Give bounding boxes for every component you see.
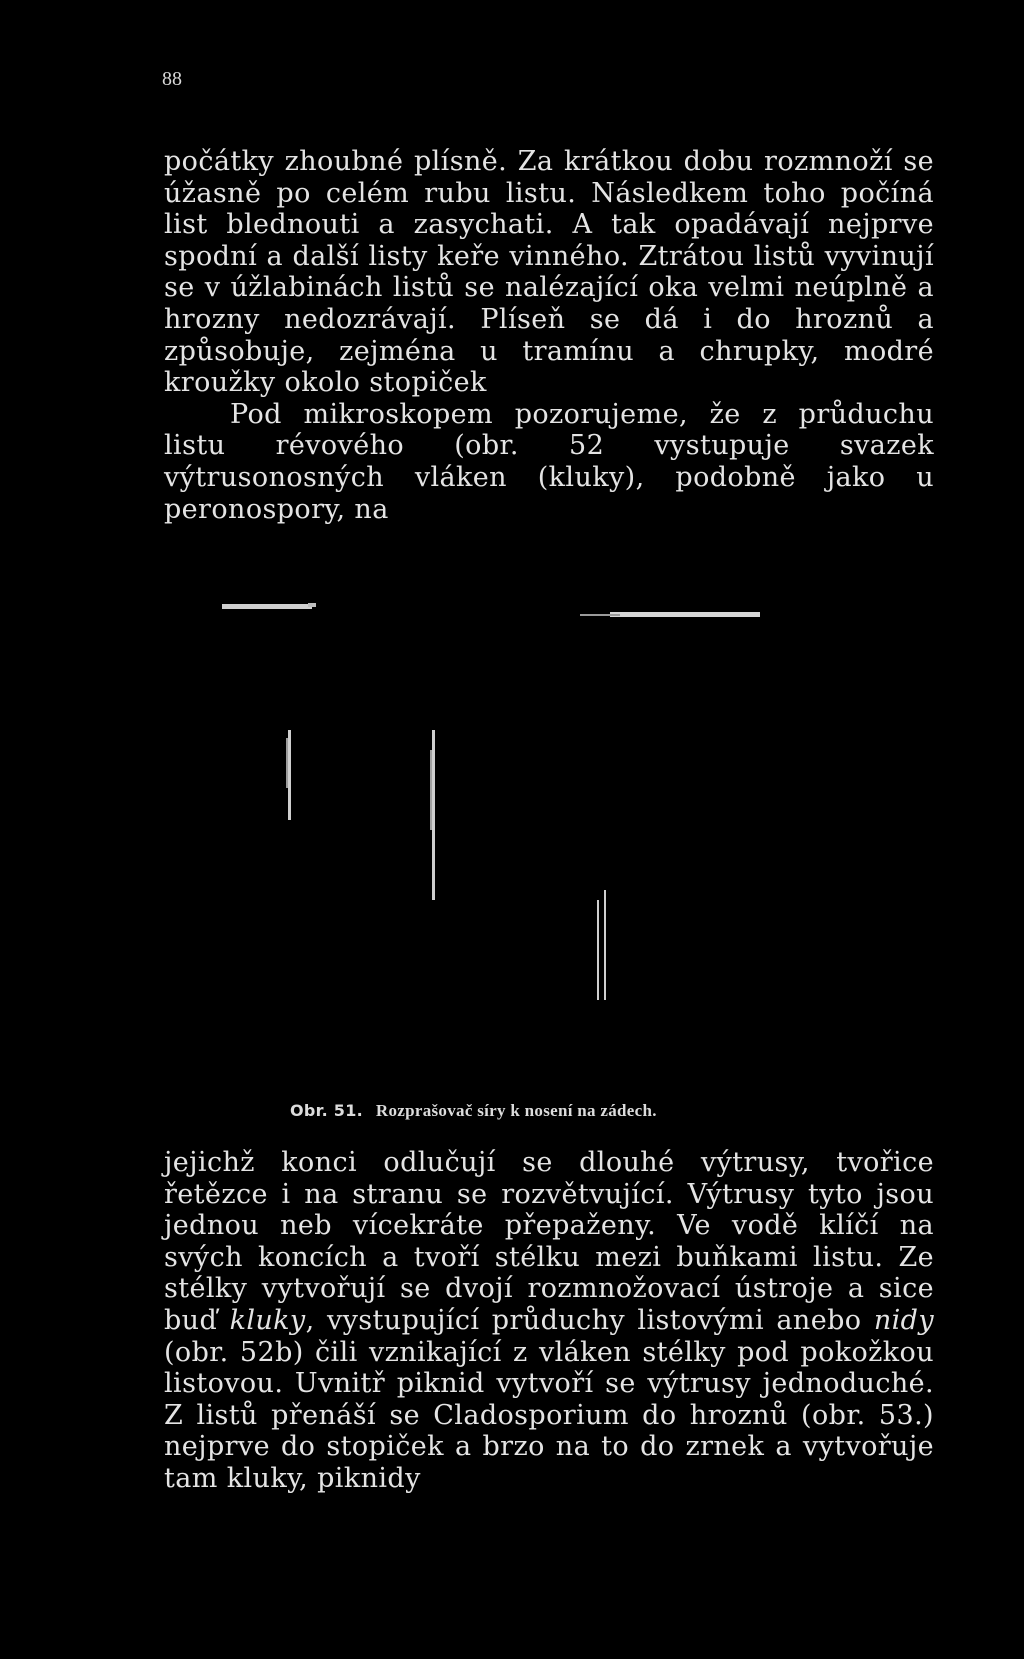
figure-caption-text: Rozprašovač síry k nosení na zádech. — [375, 1101, 657, 1120]
bottom-text-block — [164, 1147, 934, 1495]
page-number: 88 — [162, 68, 182, 90]
paragraph-3 — [164, 1147, 934, 1495]
figure-sprayer-illustration — [160, 590, 940, 1020]
paragraph-2: Pod mikroskopem pozorujeme, že z průduchu listu révového (obr. 52 vystupuje svazek výtrusonosných vláken (kluky), podobně jako u peronospory, na — [164, 398, 934, 525]
paragraph-3-italic-kluky: kluky — [229, 1304, 306, 1336]
figure-mark-top-right-fade — [580, 614, 620, 616]
figure-mark-rod-middle — [432, 730, 435, 900]
figure-mark-rod-bottom-a — [597, 900, 599, 1000]
sprayer-figure-faded — [160, 590, 940, 1020]
figure-mark-rod-middle-shadow — [430, 750, 432, 830]
top-text-block — [164, 146, 934, 525]
paragraph-1: počátky zhoubné plísně. Za krátkou dobu rozmnoží se úžasně po celém rubu listu. Následkem toho počíná list blednouti a zasychati. A tak opadávají nejprve spodní a další listy keře vinného. Ztrátou listů vyvinují se v úžlabinách listů se nalézající oka velmi neúplně a hrozny nedozrávají. Plíseň se dá i do hroznů a způsobuje, zejména u tramínu a chrupky, modré kroužky okolo stopiček — [164, 146, 934, 399]
figure-mark-top-left-end — [308, 603, 316, 607]
figure-caption — [290, 1100, 810, 1121]
paragraph-3-part-2: , vystupující průduchy listovými anebo — [305, 1304, 862, 1336]
paragraph-3-part-3: (obr. 52b) čili vznikající z vláken stélky pod pokožkou listovou. Uvnitř piknid vytvoří se výtrusy jednoduché. Z listů přenáší se Cladosporium do hroznů (obr. 53.) nejprve do stopiček a brzo na to do zrnek a vytvořuje tam kluky, piknidy — [164, 1336, 934, 1494]
figure-mark-rod-bottom-b — [604, 890, 606, 1000]
paragraph-3-part-1: jejichž konci odlučují se dlouhé výtrusy, tvořice řetězce i na stranu se rozvětvující. Výtrusy tyto jsou jednou neb vícekráte přepaženy. Ve vodě klíčí na svých koncích a tvoří stélku mezi buňkami listu. Ze stélky vytvořují se dvojí rozmnožovací ústroje a sice buď — [164, 1147, 934, 1336]
figure-caption-label: Obr. 51. — [290, 1101, 364, 1120]
figure-mark-rod-left-shadow — [286, 738, 288, 788]
paragraph-3-italic-nidy: nidy — [873, 1304, 934, 1336]
figure-mark-top-right — [610, 612, 760, 617]
figure-mark-top-left — [222, 604, 312, 609]
figure-mark-rod-left — [288, 730, 291, 820]
